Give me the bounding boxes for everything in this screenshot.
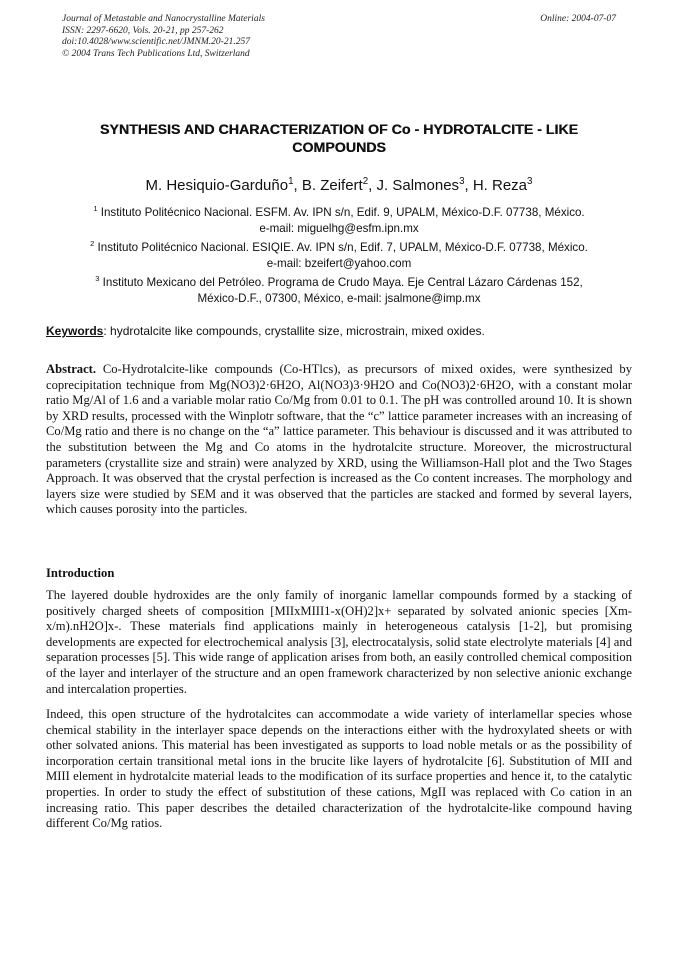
affiliation-address: Instituto Politécnico Nacional. ESFM. Av. IPN s/n, Edif. 9, UPALM, México-D.F. 07738, México. <box>100 206 585 219</box>
title-line-1: SYNTHESIS AND CHARACTERIZATION OF Co - HYDROTALCITE - LIKE <box>99 122 579 138</box>
author-mark: 1 <box>288 176 294 187</box>
keywords-line: Keywords: hydrotalcite like compounds, crystallite size, microstrain, mixed oxides. <box>46 324 485 338</box>
abstract-text: Co-Hydrotalcite-like compounds (Co-HTlcs), as precursors of mixed oxides, were synthesized by coprecipitation technique from Mg(NO3)2·6H2O, Al(NO3)3·9H2O and Co(NO3)2·6H2O, with a constant molar ratio Mg/Al of 1.6 and a variable molar ratio Co/Mg from 0.01 to 0.1. The pH was controlled around 10. It is shown by XRD results, processed with the Winplotr software, that the “c” lattice parameter increases with an increasing of Co/Mg ratio and there is no change on the “a” lattice parameter. This behaviour is discussed and it was attributed to the substitution between the Mg and Co atoms in the hydrotalcite structure. Moreover, the microstructural parameters (crystallite size and strain) were analyzed by XRD, using the Williamson-Hall plot and the Two Stages Approach. It was observed that the crystal perfection is increased as the Co content increases. The morphology and layers size were studied by SEM and it was observed that the particles are stacked and formed by several layers, which causes porosity into the particles. <box>46 362 632 517</box>
affiliation-address: Instituto Mexicano del Petróleo. Programa de Crudo Maya. Eje Central Lázaro Cárdenas 152, <box>102 276 583 289</box>
paper-title <box>46 121 632 157</box>
author-mark: 3 <box>459 176 465 187</box>
keywords-text: hydrotalcite like compounds, crystallite size, microstrain, mixed oxides. <box>110 324 485 338</box>
affiliation-email: México-D.F., 07300, México, e-mail: jsalmone@imp.mx <box>197 291 481 305</box>
affiliation-mark: 1 <box>93 204 98 214</box>
affiliation-3 <box>46 275 632 306</box>
online-date: Online: 2004-07-07 <box>540 14 616 24</box>
introduction-paragraph-1: The layered double hydroxides are the only family of inorganic lamellar compounds formed by a stacking of positively charged sheets of composition [MIIxMIII1-x(OH)2]x+ separated by solvated anionic species [Xm-x/m).nH2O]x-. These materials find applications mainly in heterogeneous catalysis [1-2], but promising developments are expected for electrochemical analysis [3], electrocatalysis, solid state electrolyte materials [4] and separation processes [5]. This wide range of application arises from both, an easily controlled chemical composition of the layer and interlayer of the structure and an open framework characterized by non selective anionic exchange and intercalation properties. <box>46 588 632 696</box>
journal-name: Journal of Metastable and Nanocrystalline Materials <box>62 14 265 24</box>
journal-header <box>62 14 618 60</box>
affiliation-1 <box>46 205 632 236</box>
introduction-paragraph-2: Indeed, this open structure of the hydrotalcites can accommodate a wide variety of interlamellar species whose chemical stability in the interlayer space depends on the interactions either with the hydroxylated sheets or with other solvated anions. This material has been investigated as supports to load noble metals or as the possibility of incorporation certain transitional metal ions in the brucite like layers of hydrotalcite [6]. Substitution of MII and MIII element in hydrotalcite material leads to the modification of its surface properties and hence it, to the catalytic properties. In order to study the effect of substitution of these cations, MgII was replaced with Co cation in an increasing ratio. This paper describes the detailed characterization of the hydrotalcite-like compound having different Co/Mg ratios. <box>46 707 632 831</box>
affiliation-2 <box>46 240 632 271</box>
keywords-label: Keywords <box>46 324 104 338</box>
title-line-2: COMPOUNDS <box>292 140 386 156</box>
abstract <box>46 362 632 518</box>
author-mark: 2 <box>362 176 369 187</box>
author-list: M. Hesiquio-Garduño$^1$, B. Zeifert$^2$, J. Salmones$^3$, H. Reza$^3$ <box>145 176 533 194</box>
copyright-line: © 2004 Trans Tech Publications Ltd, Switzerland <box>62 48 250 59</box>
introduction-heading: Introduction <box>46 566 115 580</box>
author-name: M. Hesiquio-Garduño <box>145 177 289 194</box>
doi-line: doi:10.4028/www.scientific.net/JMNM.20-21.257 <box>62 37 250 47</box>
affiliation-address: Instituto Politécnico Nacional. ESIQIE. Av. IPN s/n, Edif. 7, UPALM, México-D.F. 07738, México. <box>97 241 588 254</box>
abstract-label: Abstract. <box>46 362 97 376</box>
author-name: B. Zeifert <box>301 177 363 194</box>
author-mark: 3 <box>527 176 533 187</box>
issn-line: ISSN: 2297-6620, Vols. 20-21, pp 257-262 <box>62 25 224 36</box>
author-name: H. Reza <box>472 177 528 194</box>
affiliation-mark: 2 <box>90 239 95 249</box>
affiliation-mark: 3 <box>95 274 100 284</box>
author-name: J. Salmones <box>376 177 460 194</box>
affiliation-email: e-mail: bzeifert@yahoo.com <box>266 256 412 270</box>
affiliation-email: e-mail: miguelhg@esfm.ipn.mx <box>259 221 419 235</box>
